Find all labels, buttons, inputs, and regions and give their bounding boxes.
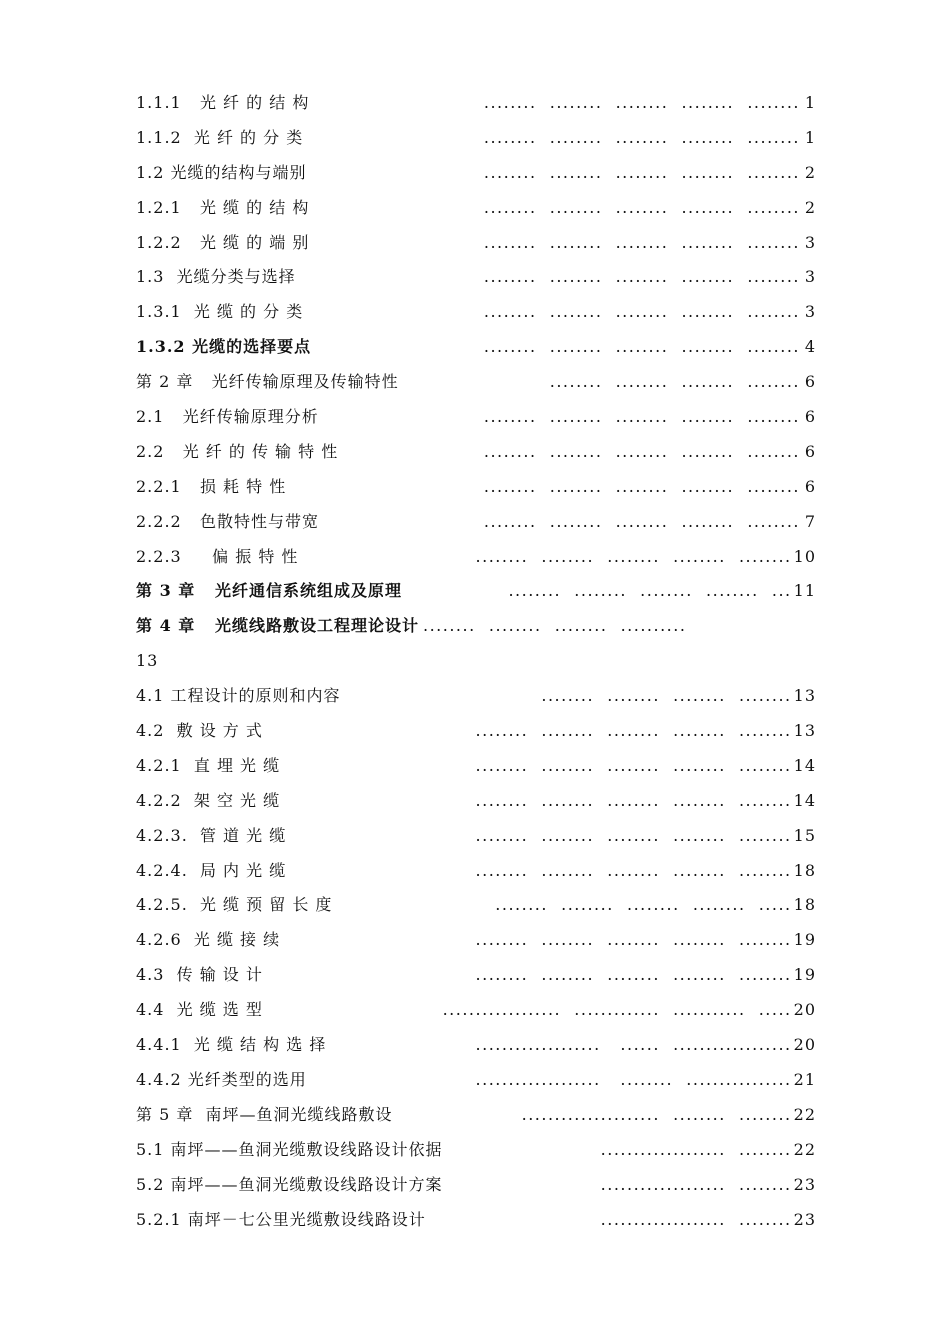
toc-entry-1-2-1[interactable] <box>136 191 816 226</box>
toc-entry-1-1-2[interactable] <box>136 121 816 156</box>
dot-leader: ........ ........ ........ ........ ........ <box>483 197 800 217</box>
dot-leader: ........ ........ ........ ........ ........ <box>483 511 800 531</box>
toc-label: 5.2 南坪——鱼洞光缆敷设线路设计方案 <box>136 1174 443 1194</box>
toc-label: 1.2 光缆的结构与端别 <box>136 162 307 182</box>
toc-entry-4-2-6[interactable] <box>136 923 816 958</box>
toc-page-number: 2 <box>804 197 816 217</box>
dot-leader: ........ ........ ........ ........ ........ <box>483 162 800 182</box>
toc-entry-2-1[interactable] <box>136 400 816 435</box>
dot-leader: ........ ........ ........ ........ ........ <box>483 441 800 461</box>
dot-leader: .................. ............. ........... ..... <box>442 1000 792 1020</box>
toc-page-number: 18 <box>793 860 816 880</box>
toc-entry-1-3[interactable] <box>136 260 816 295</box>
toc-entry-5-1[interactable] <box>136 1133 816 1168</box>
toc-entry-4-2[interactable] <box>136 714 816 749</box>
dot-leader: ........ ........ ........ ........ ........ <box>475 721 792 741</box>
toc-label: 1.2.2 光 缆 的 端 别 <box>136 232 310 252</box>
toc-entry-4-2-4[interactable] <box>136 854 816 889</box>
dot-leader: ..................... ........ ........ <box>521 1104 792 1124</box>
toc-page-number: 20 <box>793 1000 816 1020</box>
dot-leader: ........ ........ ........ ........ ........ <box>483 337 800 357</box>
dot-leader: ........ ........ ........ ........ ........ <box>483 302 800 322</box>
toc-label: 1.3.1 光 缆 的 分 类 <box>136 302 304 322</box>
toc-page-number: 13 <box>793 721 816 741</box>
toc-entry-4-2-2[interactable] <box>136 784 816 819</box>
toc-page-number: 6 <box>804 476 816 496</box>
toc-entry-chapter-3[interactable] <box>136 574 816 609</box>
dot-leader: ........ ........ ........ ........ ........ <box>483 267 800 287</box>
toc-label: 第 3 章 光纤通信系统组成及原理 <box>136 581 402 601</box>
toc-page-number: 14 <box>793 790 816 810</box>
dot-leader: ........ ........ ........ ........ ........ <box>475 755 792 775</box>
toc-page-number: 10 <box>793 546 816 566</box>
toc-label: 4.4.2 光纤类型的选用 <box>136 1069 307 1089</box>
toc-label: 1.3.2 光缆的选择要点 <box>136 337 312 357</box>
dot-leader: ................... ........ ................ <box>475 1069 792 1089</box>
toc-page-number: 19 <box>793 930 816 950</box>
toc-label: 2.2 光 纤 的 传 输 特 性 <box>136 441 339 461</box>
toc-label: 4.2.1 直 埋 光 缆 <box>136 755 281 775</box>
toc-entry-4-2-5[interactable] <box>136 888 816 923</box>
toc-page-number: 4 <box>804 337 816 357</box>
toc-label: 1.1.1 光 纤 的 结 构 <box>136 93 310 112</box>
toc-page-number: 23 <box>793 1174 816 1194</box>
toc-label: 4.2.5. 光 缆 预 留 长 度 <box>136 895 333 915</box>
dot-leader: ................... ........ <box>600 1174 792 1194</box>
toc-entry-chapter-2[interactable] <box>136 365 816 400</box>
toc-entry-4-4[interactable] <box>136 993 816 1028</box>
dot-leader: ................... ........ <box>600 1209 792 1229</box>
dot-leader: ........ ........ ........ ........ ........ <box>475 546 792 566</box>
dot-leader: ........ ........ ........ ........ <box>549 372 800 392</box>
toc-entry-1-2-2[interactable] <box>136 226 816 261</box>
dot-leader: ........ ........ ........ ........ ........ <box>483 93 800 112</box>
dot-leader: ........ ........ ........ ........ <box>541 686 792 706</box>
dot-leader: ........ ........ ........ ........ ........ <box>483 232 800 252</box>
toc-page-number: 3 <box>804 302 816 322</box>
toc-label: 4.4 光 缆 选 型 <box>136 1000 263 1020</box>
toc-label: 第 2 章 光纤传输原理及传输特性 <box>136 372 399 392</box>
toc-label: 2.2.1 损 耗 特 性 <box>136 476 287 496</box>
toc-page-number: 11 <box>793 581 816 601</box>
toc-entry-chapter-5[interactable] <box>136 1098 816 1133</box>
toc-label: 1.2.1 光 缆 的 结 构 <box>136 197 310 217</box>
dot-leader: ........ ........ ........ ........ ........ <box>475 790 792 810</box>
toc-label: 4.1 工程设计的原则和内容 <box>136 686 341 706</box>
toc-entry-chapter-4[interactable] <box>136 609 816 679</box>
toc-label: 4.2.3. 管 道 光 缆 <box>136 825 287 845</box>
toc-page-number: 3 <box>804 232 816 252</box>
toc-entry-2-2-1[interactable] <box>136 470 816 505</box>
toc-label: 2.2.2 色散特性与带宽 <box>136 511 319 531</box>
dot-leader: ........ ........ ........ ........ ........ <box>483 476 800 496</box>
toc-label: 1.3 光缆分类与选择 <box>136 267 296 287</box>
toc-entry-1-3-1[interactable] <box>136 295 816 330</box>
toc-label: 2.1 光纤传输原理分析 <box>136 407 319 427</box>
toc-entry-2-2-2[interactable] <box>136 505 816 540</box>
toc-label: 4.3 传 输 设 计 <box>136 965 263 985</box>
toc-entry-4-3[interactable] <box>136 958 816 993</box>
toc-page-number: 15 <box>793 825 816 845</box>
toc-page-number: 7 <box>804 511 816 531</box>
toc-page-number: 6 <box>804 372 816 392</box>
dot-leader: ................... ...... .................. <box>475 1035 792 1055</box>
toc-entry-2-2[interactable] <box>136 435 816 470</box>
toc-page-number: 13 <box>136 651 159 671</box>
toc-entry-4-2-1[interactable] <box>136 749 816 784</box>
toc-label: 5.2.1 南坪－七公里光缆敷设线路设计 <box>136 1209 426 1229</box>
toc-label: 第 4 章 光缆线路敷设工程理论设计 <box>136 616 419 636</box>
dot-leader: ........ ........ ........ ........ ........ <box>475 965 792 985</box>
toc-entry-4-2-3[interactable] <box>136 819 816 854</box>
dot-leader: ........ ........ ........ .......... <box>423 616 687 636</box>
dot-leader: ........ ........ ........ ........ ........ <box>475 825 792 845</box>
dot-leader: ........ ........ ........ ........ ........ <box>475 930 792 950</box>
toc-entry-4-1[interactable] <box>136 679 816 714</box>
toc-page-number: 22 <box>793 1139 816 1159</box>
toc-page-number: 6 <box>804 441 816 461</box>
dot-leader: ........ ........ ........ ........ ..... <box>495 895 792 915</box>
toc-label: 1.1.2 光 纤 的 分 类 <box>136 127 304 147</box>
toc-page-number: 21 <box>793 1069 816 1089</box>
toc-label: 4.2 敷 设 方 式 <box>136 721 263 741</box>
toc-label: 第 5 章 南坪—鱼洞光缆线路敷设 <box>136 1104 393 1124</box>
toc-entry-1-1-1[interactable] <box>136 86 816 121</box>
table-of-contents <box>136 86 816 1237</box>
toc-entry-1-3-2[interactable] <box>136 330 816 365</box>
toc-entry-2-2-3[interactable] <box>136 540 816 575</box>
toc-label: 2.2.3 偏 振 特 性 <box>136 546 299 566</box>
toc-entry-5-2-1[interactable] <box>136 1203 816 1238</box>
toc-page-number: 13 <box>793 686 816 706</box>
toc-entry-1-2[interactable] <box>136 156 816 191</box>
toc-page-number: 19 <box>793 965 816 985</box>
toc-page-number: 20 <box>793 1035 816 1055</box>
toc-page-number: 23 <box>793 1209 816 1229</box>
toc-label: 5.1 南坪——鱼洞光缆敷设线路设计依据 <box>136 1139 443 1159</box>
toc-page-number: 14 <box>793 755 816 775</box>
toc-entry-4-4-1[interactable] <box>136 1028 816 1063</box>
dot-leader: ................... ........ <box>600 1139 792 1159</box>
toc-label: 4.2.6 光 缆 接 续 <box>136 930 281 950</box>
toc-page-number: 6 <box>804 407 816 427</box>
toc-entry-4-4-2[interactable] <box>136 1063 816 1098</box>
toc-page-number: 18 <box>793 895 816 915</box>
toc-label: 4.2.2 架 空 光 缆 <box>136 790 281 810</box>
dot-leader: ........ ........ ........ ........ ........ <box>483 127 800 147</box>
toc-label: 4.4.1 光 缆 结 构 选 择 <box>136 1035 327 1055</box>
toc-page-number: 22 <box>793 1104 816 1124</box>
toc-page-number: 2 <box>804 162 816 182</box>
toc-entry-5-2[interactable] <box>136 1168 816 1203</box>
dot-leader: ........ ........ ........ ........ ........ <box>475 860 792 880</box>
toc-label: 4.2.4. 局 内 光 缆 <box>136 860 287 880</box>
dot-leader: ........ ........ ........ ........ ........ <box>483 407 800 427</box>
toc-page-number: 1 <box>804 127 816 147</box>
dot-leader: ........ ........ ........ ........ ... <box>508 581 792 601</box>
toc-page-number: 3 <box>804 267 816 287</box>
toc-page-number: 1 <box>804 93 816 112</box>
